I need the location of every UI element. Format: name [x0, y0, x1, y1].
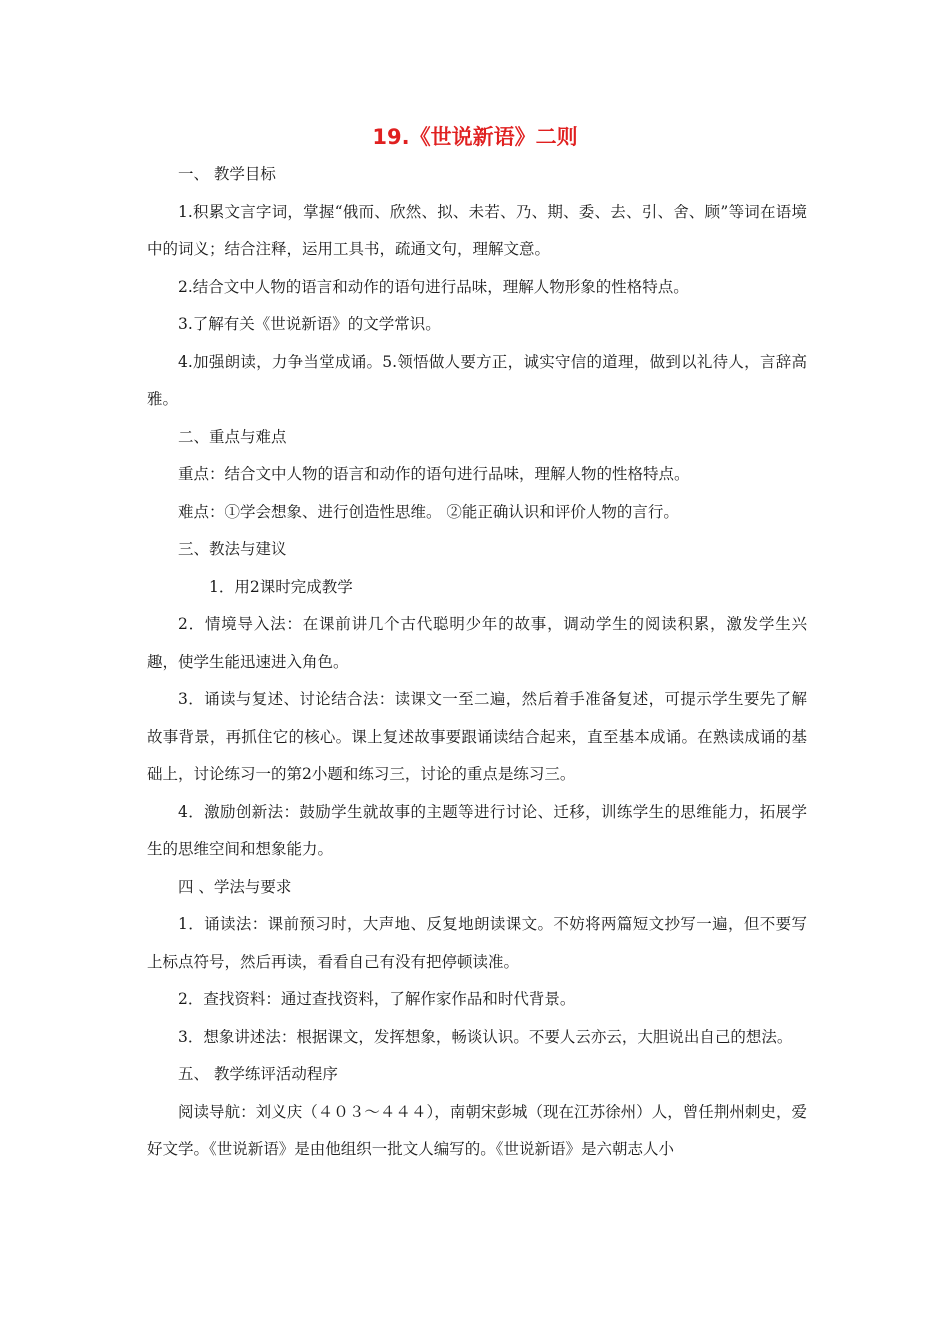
- document-title: 19.《世说新语》二则: [372, 125, 578, 149]
- paragraph: 4．激励创新法：鼓励学生就故事的主题等进行讨论、迁移，训练学生的思维能力，拓展学生的思维空间和想象能力。: [147, 802, 807, 858]
- paragraph: 一、 教学目标: [178, 165, 276, 183]
- paragraph: 五、 教学练评活动程序: [178, 1065, 338, 1083]
- paragraph: 难点：①学会想象、进行创造性思维。 ②能正确认识和评价人物的言行。: [178, 502, 679, 521]
- paragraph: 2．查找资料：通过查找资料，了解作家作品和时代背景。: [178, 990, 576, 1008]
- paragraph: 3．想象讲述法：根据课文，发挥想象，畅谈认识。不要人云亦云，大胆说出自己的想法。: [178, 1027, 793, 1046]
- paragraph: 3．诵读与复述、讨论结合法：读课文一至二遍，然后着手准备复述，可提示学生要先了解故事背景，再抓住它的核心。课上复述故事要跟诵读结合起来，直至基本成诵。在熟读成诵的基础上，讨论练习一的第2小题和练习三，讨论的重点是练习三。: [147, 690, 807, 783]
- paragraph: 重点：结合文中人物的语言和动作的语句进行品味，理解人物的性格特点。: [178, 465, 690, 483]
- paragraph: 阅读导航：刘义庆（４０３～４４４），南朝宋彭城（现在江苏徐州）人，曾任荆州刺史，爱好文学。《世说新语》是由他组织一批文人编写的。《世说新语》是六朝志人小: [147, 1102, 807, 1158]
- paragraph: 二、重点与难点: [178, 427, 287, 446]
- document-body: [147, 156, 807, 1169]
- paragraph: 2.结合文中人物的语言和动作的语句进行品味，理解人物形象的性格特点。: [178, 277, 689, 296]
- paragraph: 1．用2课时完成教学: [209, 577, 353, 596]
- paragraph: 4.加强朗读，力争当堂成诵。5.领悟做人要方正，诚实守信的道理，做到以礼待人，言辞高雅。: [147, 352, 807, 408]
- paragraph: 2．情境导入法：在课前讲几个古代聪明少年的故事，调动学生的阅读积累，激发学生兴趣，使学生能迅速进入角色。: [147, 615, 807, 671]
- paragraph: 四 、学法与要求: [178, 877, 292, 896]
- paragraph: 1.积累文言字词，掌握“俄而、欣然、拟、未若、乃、期、委、去、引、舍、顾”等词在语境中的词义；结合注释，运用工具书，疏通文句，理解文意。: [147, 202, 807, 258]
- paragraph: 三、教法与建议: [178, 540, 287, 558]
- paragraph: 3.了解有关《世说新语》的文学常识。: [178, 315, 441, 333]
- paragraph: 1．诵读法：课前预习时，大声地、反复地朗读课文。不妨将两篇短文抄写一遍，但不要写上标点符号，然后再读，看看自己有没有把停顿读准。: [147, 915, 807, 971]
